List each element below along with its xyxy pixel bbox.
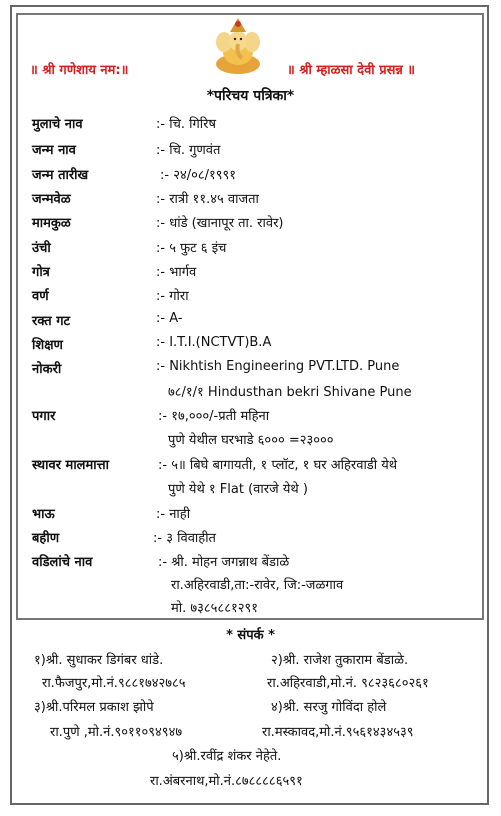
field-value: :- A- [156, 311, 183, 326]
field-value: :- ३ विवाहीत [153, 531, 216, 546]
field-value: :- I.T.I.(NCTVT)B.A [156, 335, 272, 350]
field-value: :- ५॥ बिघे बागायती, १ प्लॉट, १ घर अहिरवाडी येथे [158, 458, 398, 473]
field-label: जन्म तारीख [32, 168, 89, 183]
field-value: :- चि. गुणवंत [156, 143, 221, 158]
field-label: मुलाचे नाव [32, 117, 83, 132]
field-label: मामकुळ [32, 216, 71, 231]
job-address: ७८/१/१ Hindusthan bekri Shivane Pune [168, 385, 412, 400]
field-label: शिक्षण [32, 338, 63, 353]
field-label: स्थावर मालमात्ता [32, 458, 109, 473]
field-value: :- २४/०८/१९९१ [160, 168, 237, 183]
field-value: :- १७,०००/-प्रती महिना [158, 409, 270, 424]
field-label: पगार [32, 409, 56, 424]
contact-3-detail: रा.पुणे ,मो.नं.९०११०९४९४७ [50, 725, 183, 740]
field-label: वडिलांचे नाव [32, 555, 93, 570]
document-title: *परिचय पत्रिका* [206, 88, 295, 104]
field-label: गोत्र [32, 265, 50, 280]
field-value: :- भार्गव [156, 265, 197, 280]
property-line2: पुणे येथे १ Flat (वारजे येथे ) [168, 482, 308, 497]
field-value: :- धांडे (खानापूर ता. रावेर) [156, 216, 284, 231]
contact-5-detail: रा.अंबरनाथ,मो.नं.८७८८८८६५९१ [150, 774, 303, 789]
contact-1-name: १)श्री. सुधाकर डिगंबर धांडे. [34, 653, 164, 668]
contact-4-detail: रा.मस्कावद,मो.नं.९५६१४३४५३९ [262, 725, 414, 740]
header-right-blessing: ॥ श्री म्हाळसा देवी प्रसन्न ॥ [287, 63, 416, 78]
father-address: रा.अहिरवाडी,ता:-रावेर, जि:-जळगाव [171, 578, 344, 593]
field-label: वर्ण [32, 289, 49, 304]
contact-2-name: २)श्री. राजेश तुकाराम बेंडाळे. [271, 653, 409, 668]
salary-rent: पुणे येथील घरभाडे ६००० =२३००० [168, 433, 334, 448]
field-label: जन्म नाव [32, 143, 76, 158]
field-value: :- चि. गिरिष [156, 117, 216, 132]
field-value: :- ५ फुट ६ इंच [156, 241, 227, 256]
contact-4-name: ४)श्री. सरजु गोविंदा होले [271, 700, 387, 715]
field-value: :- गोरा [156, 289, 189, 304]
ganesh-image [212, 14, 264, 76]
field-label: नोकरी [32, 362, 62, 377]
field-label: भाऊ [32, 507, 55, 522]
contact-heading: * संपर्क * [226, 628, 275, 643]
field-label: रक्त गट [32, 314, 71, 329]
contact-3-name: ३)श्री.परिमल प्रकाश झोपे [34, 700, 154, 715]
header-left-blessing: ॥ श्री गणेशाय नम:॥ [30, 63, 129, 78]
field-label: उंची [32, 241, 51, 256]
field-label: बहीण [32, 531, 60, 546]
contact-2-detail: रा.अहिरवाडी,मो.नं. ९८२३६८०२६१ [267, 676, 429, 691]
field-value: :- रात्री ११.४५ वाजता [156, 192, 259, 207]
father-mobile: मो. ७३८५८८१२९१ [171, 601, 259, 616]
field-value: :- नाही [156, 507, 191, 522]
field-label: जन्मवेळ [32, 192, 71, 207]
field-value: :- श्री. मोहन जगन्नाथ बेंडाळे [158, 555, 290, 570]
contact-1-detail: रा.फैजपुर,मो.नं.९८८१७४२७८५ [42, 676, 186, 691]
field-value: :- Nikhtish Engineering PVT.LTD. Pune [156, 359, 400, 374]
contact-5-name: ५)श्री.रवींद्र शंकर नेहेते. [172, 749, 282, 764]
